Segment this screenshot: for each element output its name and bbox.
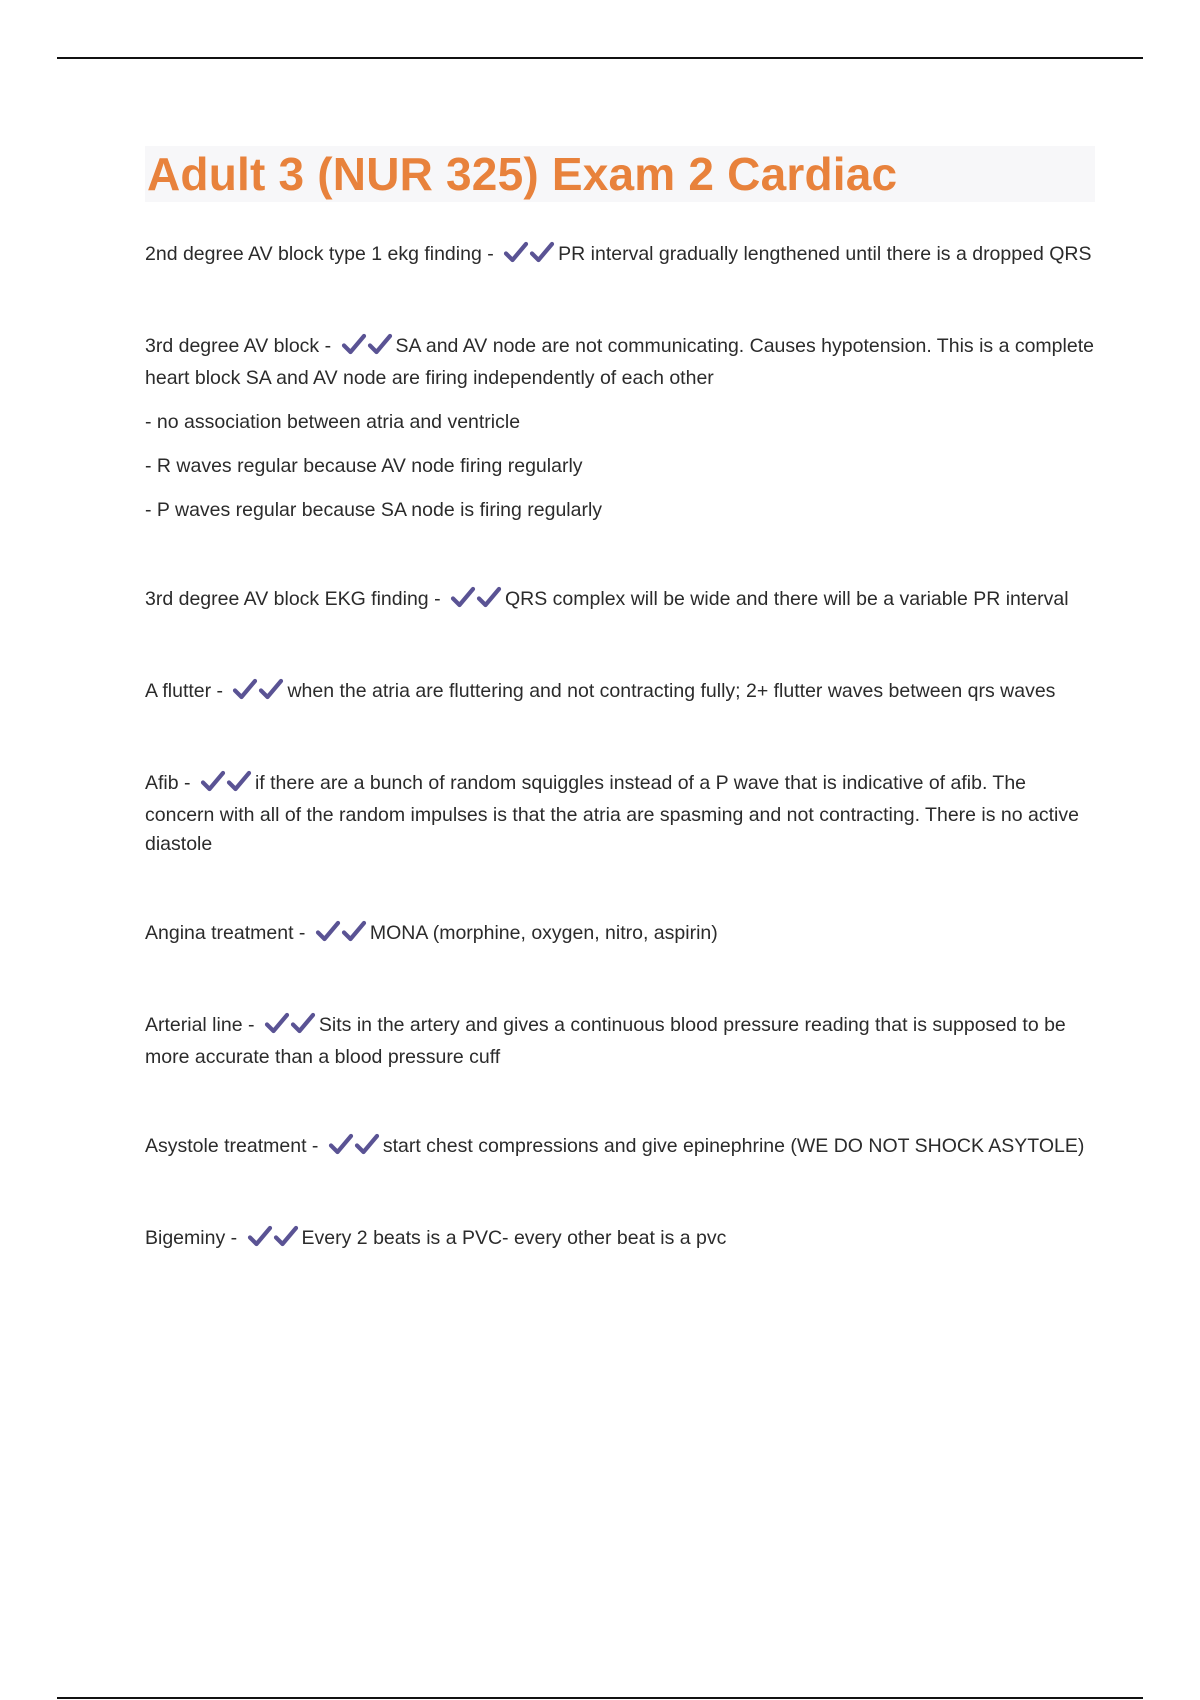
entry-line <box>145 769 1095 859</box>
entry-term: Bigeminy <box>145 1227 226 1249</box>
entry-separator: - <box>306 1135 324 1157</box>
entry-term: 2nd degree AV block type 1 ekg finding <box>145 243 482 265</box>
double-check-icons <box>247 1225 299 1256</box>
flashcard-entry <box>145 677 1095 709</box>
entry-definition: Every 2 beats is a PVC- every other beat is a pvc <box>301 1227 727 1249</box>
entry-term: Angina treatment <box>145 922 294 944</box>
document-body <box>145 146 1095 1256</box>
entry-separator: - <box>242 1014 260 1036</box>
flashcard-list <box>145 240 1095 1256</box>
entry-bullet-line: - P waves regular because SA node is firing regularly <box>145 499 603 521</box>
flashcard-entry <box>145 919 1095 951</box>
entry-line <box>145 585 1095 617</box>
entry-definition: when the atria are fluttering and not contracting fully; 2+ flutter waves between qrs waves <box>287 680 1056 702</box>
entry-line <box>145 240 1095 272</box>
entry-term: A flutter <box>145 680 212 702</box>
entry-definition: PR interval gradually lengthened until there is a dropped QRS <box>558 243 1092 265</box>
double-check-icons <box>315 920 367 951</box>
entry-definition: start chest compressions and give epinephrine (WE DO NOT SHOCK ASYTOLE) <box>382 1135 1085 1157</box>
double-check-icons <box>200 770 252 801</box>
entry-definition: if there are a bunch of random squiggles instead of a P wave that is indicative of afib. The concern with all of the random impulses is that the atria are spasming and not contracting. There is no active diastole <box>145 772 1079 855</box>
flashcard-entry <box>145 240 1095 272</box>
entry-separator: - <box>481 243 500 265</box>
entry-line <box>145 1132 1095 1164</box>
check-mark-icon <box>200 770 226 792</box>
check-mark-icon <box>341 920 367 942</box>
entry-separator: - <box>178 772 196 794</box>
check-mark-icon <box>341 333 367 355</box>
document-title: Adult 3 (NUR 325) Exam 2 Cardiac <box>147 148 898 200</box>
flashcard-entry <box>145 585 1095 617</box>
entry-definition: Sits in the artery and gives a continuous blood pressure reading that is supposed to be more accurate than a blood pressure cuff <box>145 1014 1066 1068</box>
check-mark-icon <box>315 920 341 942</box>
bottom-rule <box>57 1697 1143 1699</box>
check-mark-icon <box>503 241 529 263</box>
entry-term: Asystole treatment <box>145 1135 307 1157</box>
entry-separator: - <box>225 1227 243 1249</box>
check-mark-icon <box>232 678 258 700</box>
check-mark-icon <box>354 1133 380 1155</box>
check-mark-icon <box>529 241 555 263</box>
check-mark-icon <box>258 678 284 700</box>
entry-term: 3rd degree AV block <box>145 335 320 357</box>
check-mark-icon <box>226 770 252 792</box>
entry-definition: SA and AV node are not communicating. Causes hypotension. This is a complete heart block SA and AV node are firing independently of each other <box>145 335 1094 389</box>
check-mark-icon <box>450 586 476 608</box>
entry-definition: MONA (morphine, oxygen, nitro, aspirin) <box>369 922 718 944</box>
check-mark-icon <box>328 1133 354 1155</box>
check-mark-icon <box>367 333 393 355</box>
entry-term: Arterial line <box>145 1014 243 1036</box>
check-mark-icon <box>290 1012 316 1034</box>
double-check-icons <box>503 241 555 272</box>
entry-term: Afib <box>145 772 179 794</box>
flashcard-entry <box>145 332 1095 525</box>
flashcard-entry <box>145 769 1095 859</box>
entry-line <box>145 1224 1095 1256</box>
entry-line <box>145 1011 1095 1072</box>
entry-term: 3rd degree AV block EKG finding <box>145 588 429 610</box>
flashcard-entry <box>145 1011 1095 1072</box>
flashcard-entry <box>145 1132 1095 1164</box>
double-check-icons <box>264 1012 316 1043</box>
entry-separator: - <box>428 588 446 610</box>
double-check-icons <box>328 1133 380 1164</box>
entry-line <box>145 919 1095 951</box>
check-mark-icon <box>264 1012 290 1034</box>
flashcard-entry <box>145 1224 1095 1256</box>
entry-definition: QRS complex will be wide and there will be a variable PR interval <box>505 588 1069 610</box>
entry-separator: - <box>319 335 337 357</box>
double-check-icons <box>450 586 502 617</box>
title-bar <box>145 146 1095 202</box>
top-rule <box>57 57 1143 59</box>
entry-line <box>145 677 1095 709</box>
double-check-icons <box>341 333 393 364</box>
entry-bullet-line: - R waves regular because AV node firing regularly <box>145 455 583 477</box>
entry-separator: - <box>293 922 311 944</box>
double-check-icons <box>232 678 284 709</box>
check-mark-icon <box>273 1225 299 1247</box>
entry-bullet-line: - no association between atria and ventricle <box>145 411 521 433</box>
check-mark-icon <box>247 1225 273 1247</box>
entry-separator: - <box>211 680 229 702</box>
check-mark-icon <box>476 586 502 608</box>
entry-line <box>145 332 1095 393</box>
